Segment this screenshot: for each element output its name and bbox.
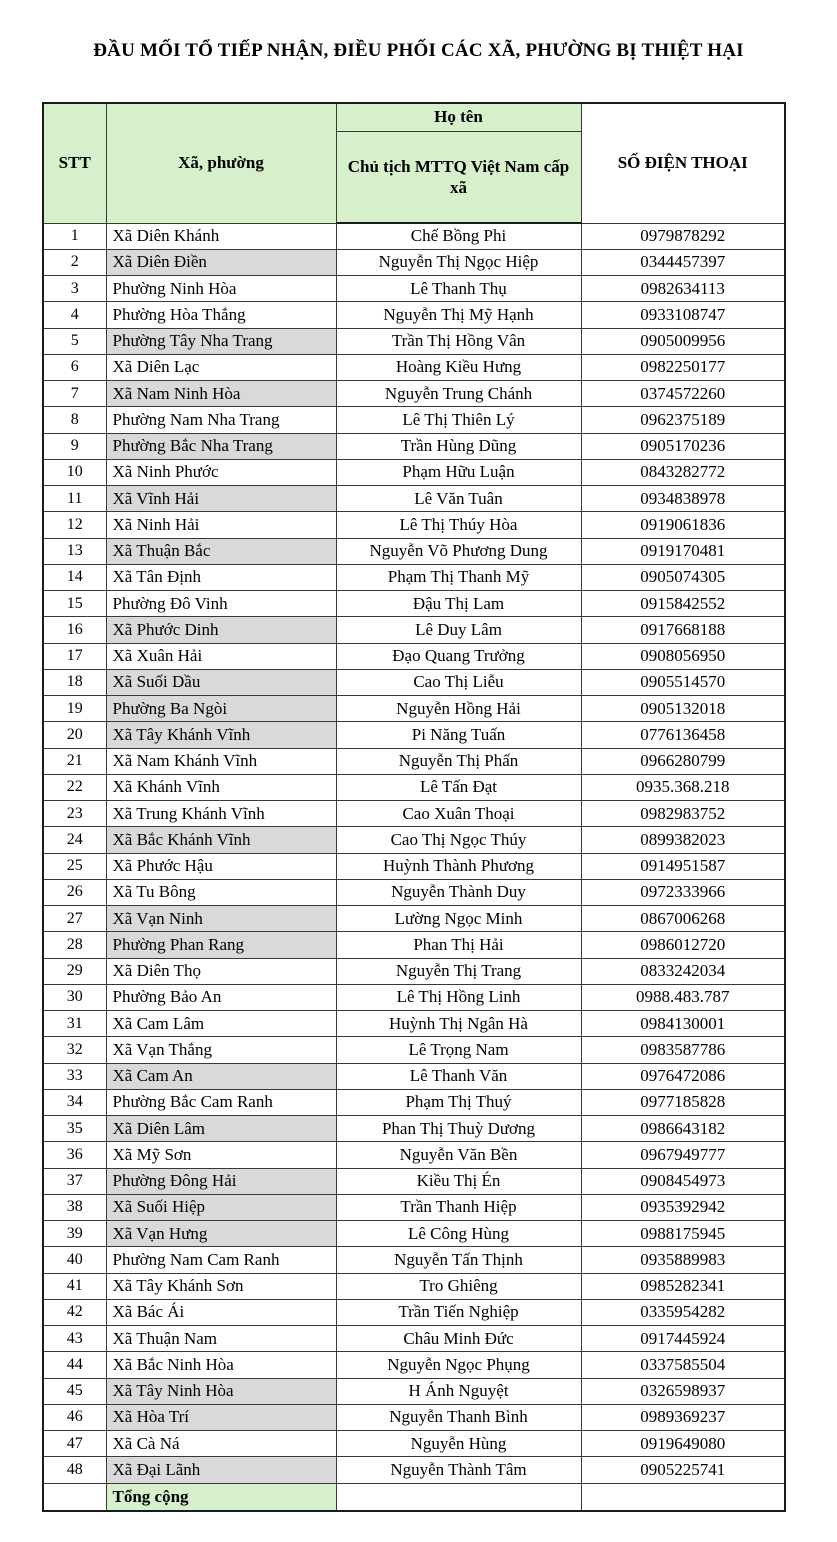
row-phone-cell: 0917445924 (581, 1326, 785, 1352)
row-xa-phuong-cell: Xã Khánh Vĩnh (106, 774, 336, 800)
row-ho-ten-cell: Lê Công Hùng (336, 1221, 581, 1247)
row-xa-phuong-cell: Xã Phước Hậu (106, 853, 336, 879)
row-phone-cell: 0935889983 (581, 1247, 785, 1273)
total-stt-cell (43, 1483, 106, 1511)
row-stt-cell: 20 (43, 722, 106, 748)
row-phone-cell: 0905132018 (581, 696, 785, 722)
table-row (43, 433, 785, 459)
table-row (43, 459, 785, 485)
row-ho-ten-cell: Nguyễn Ngọc Phụng (336, 1352, 581, 1378)
row-ho-ten-cell: Nguyễn Thành Tâm (336, 1457, 581, 1483)
row-stt-cell: 29 (43, 958, 106, 984)
table-row (43, 748, 785, 774)
row-phone-cell: 0986643182 (581, 1116, 785, 1142)
table-row (43, 486, 785, 512)
row-phone-cell: 0984130001 (581, 1011, 785, 1037)
table-row (43, 1299, 785, 1325)
row-stt-cell: 41 (43, 1273, 106, 1299)
row-phone-cell: 0919649080 (581, 1431, 785, 1457)
row-phone-cell: 0867006268 (581, 906, 785, 932)
row-ho-ten-cell: Lường Ngọc Minh (336, 906, 581, 932)
page-title: ĐẦU MỐI TỔ TIẾP NHẬN, ĐIỀU PHỐI CÁC XÃ, PHƯỜNG BỊ THIỆT HẠI (93, 40, 744, 61)
row-ho-ten-cell: Lê Tấn Đạt (336, 774, 581, 800)
row-ho-ten-cell: Lê Trọng Nam (336, 1037, 581, 1063)
row-xa-phuong-cell: Xã Vạn Thắng (106, 1037, 336, 1063)
row-stt-cell: 37 (43, 1168, 106, 1194)
row-ho-ten-cell: Lê Duy Lâm (336, 617, 581, 643)
row-xa-phuong-cell: Phường Bắc Nha Trang (106, 433, 336, 459)
row-xa-phuong-cell: Phường Bắc Cam Ranh (106, 1089, 336, 1115)
row-ho-ten-cell: Nguyễn Trung Chánh (336, 381, 581, 407)
row-phone-cell: 0917668188 (581, 617, 785, 643)
row-phone-cell: 0915842552 (581, 591, 785, 617)
table-row (43, 906, 785, 932)
table-row (43, 1404, 785, 1430)
table-row (43, 801, 785, 827)
row-xa-phuong-cell: Xã Suối Hiệp (106, 1194, 336, 1220)
row-ho-ten-cell: Phạm Hữu Luận (336, 459, 581, 485)
row-ho-ten-cell: Hoàng Kiều Hưng (336, 354, 581, 380)
table-row (43, 407, 785, 433)
row-xa-phuong-cell: Xã Cam An (106, 1063, 336, 1089)
row-ho-ten-cell: Phạm Thị Thanh Mỹ (336, 564, 581, 590)
row-phone-cell: 0962375189 (581, 407, 785, 433)
row-xa-phuong-cell: Xã Thuận Nam (106, 1326, 336, 1352)
row-stt-cell: 5 (43, 328, 106, 354)
table-row (43, 223, 785, 249)
row-phone-cell: 0776136458 (581, 722, 785, 748)
table-row (43, 1352, 785, 1378)
row-phone-cell: 0935.368.218 (581, 774, 785, 800)
row-xa-phuong-cell: Xã Vạn Ninh (106, 906, 336, 932)
row-phone-cell: 0905170236 (581, 433, 785, 459)
row-ho-ten-cell: Cao Thị Ngọc Thúy (336, 827, 581, 853)
row-ho-ten-cell: Phạm Thị Thuý (336, 1089, 581, 1115)
row-xa-phuong-cell: Phường Đông Hải (106, 1168, 336, 1194)
row-ho-ten-cell: Cao Thị Liễu (336, 669, 581, 695)
table-row (43, 1037, 785, 1063)
row-xa-phuong-cell: Phường Hòa Thắng (106, 302, 336, 328)
row-xa-phuong-cell: Xã Hòa Trí (106, 1404, 336, 1430)
table-row (43, 591, 785, 617)
row-phone-cell: 0919170481 (581, 538, 785, 564)
row-xa-phuong-cell: Xã Trung Khánh Vĩnh (106, 801, 336, 827)
table-row (43, 1378, 785, 1404)
table-row (43, 1457, 785, 1483)
row-ho-ten-cell: Trần Hùng Dũng (336, 433, 581, 459)
row-stt-cell: 33 (43, 1063, 106, 1089)
row-ho-ten-cell: Huỳnh Thị Ngân Hà (336, 1011, 581, 1037)
row-phone-cell: 0933108747 (581, 302, 785, 328)
total-name-cell (336, 1483, 581, 1511)
table-row (43, 328, 785, 354)
row-ho-ten-cell: Lê Thị Hồng Linh (336, 984, 581, 1010)
contact-table (42, 102, 786, 1512)
table-row (43, 512, 785, 538)
table-row (43, 617, 785, 643)
table-row (43, 276, 785, 302)
row-xa-phuong-cell: Xã Tây Khánh Vĩnh (106, 722, 336, 748)
row-stt-cell: 6 (43, 354, 106, 380)
row-phone-cell: 0905225741 (581, 1457, 785, 1483)
row-ho-ten-cell: Nguyễn Thị Ngọc Hiệp (336, 249, 581, 275)
row-stt-cell: 31 (43, 1011, 106, 1037)
row-xa-phuong-cell: Xã Tu Bông (106, 879, 336, 905)
row-phone-cell: 0989369237 (581, 1404, 785, 1430)
row-ho-ten-cell: Chế Bồng Phi (336, 223, 581, 249)
row-xa-phuong-cell: Xã Diên Thọ (106, 958, 336, 984)
row-phone-cell: 0335954282 (581, 1299, 785, 1325)
row-phone-cell: 0967949777 (581, 1142, 785, 1168)
row-phone-cell: 0983587786 (581, 1037, 785, 1063)
row-phone-cell: 0986012720 (581, 932, 785, 958)
row-stt-cell: 42 (43, 1299, 106, 1325)
row-stt-cell: 28 (43, 932, 106, 958)
table-row (43, 932, 785, 958)
row-xa-phuong-cell: Phường Nam Nha Trang (106, 407, 336, 433)
row-stt-cell: 12 (43, 512, 106, 538)
row-xa-phuong-cell: Xã Vĩnh Hải (106, 486, 336, 512)
table-row (43, 1142, 785, 1168)
table-row (43, 538, 785, 564)
row-ho-ten-cell: Phan Thị Thuỳ Dương (336, 1116, 581, 1142)
row-ho-ten-cell: Nguyễn Tấn Thịnh (336, 1247, 581, 1273)
row-phone-cell: 0985282341 (581, 1273, 785, 1299)
row-phone-cell: 0905074305 (581, 564, 785, 590)
row-ho-ten-cell: Lê Thanh Văn (336, 1063, 581, 1089)
row-xa-phuong-cell: Xã Nam Khánh Vĩnh (106, 748, 336, 774)
table-row (43, 249, 785, 275)
table-row (43, 1063, 785, 1089)
total-phone-cell (581, 1483, 785, 1511)
total-label: Tổng cộng (106, 1483, 336, 1511)
row-stt-cell: 27 (43, 906, 106, 932)
row-stt-cell: 23 (43, 801, 106, 827)
row-stt-cell: 18 (43, 669, 106, 695)
total-row (43, 1483, 785, 1511)
row-ho-ten-cell: Nguyễn Thị Phấn (336, 748, 581, 774)
row-ho-ten-cell: Lê Thị Thúy Hòa (336, 512, 581, 538)
table-row (43, 1247, 785, 1273)
row-xa-phuong-cell: Xã Diên Điền (106, 249, 336, 275)
row-phone-cell: 0934838978 (581, 486, 785, 512)
row-xa-phuong-cell: Xã Cà Ná (106, 1431, 336, 1457)
row-stt-cell: 39 (43, 1221, 106, 1247)
table-row (43, 302, 785, 328)
row-ho-ten-cell: Lê Thị Thiên Lý (336, 407, 581, 433)
row-stt-cell: 17 (43, 643, 106, 669)
row-xa-phuong-cell: Xã Xuân Hải (106, 643, 336, 669)
row-stt-cell: 10 (43, 459, 106, 485)
row-ho-ten-cell: Huỳnh Thành Phương (336, 853, 581, 879)
row-xa-phuong-cell: Xã Cam Lâm (106, 1011, 336, 1037)
row-xa-phuong-cell: Xã Diên Khánh (106, 223, 336, 249)
table-row (43, 774, 785, 800)
row-xa-phuong-cell: Xã Mỹ Sơn (106, 1142, 336, 1168)
row-ho-ten-cell: Nguyễn Văn Bền (336, 1142, 581, 1168)
row-ho-ten-cell: Nguyễn Thị Mỹ Hạnh (336, 302, 581, 328)
row-xa-phuong-cell: Xã Ninh Hải (106, 512, 336, 538)
row-xa-phuong-cell: Phường Tây Nha Trang (106, 328, 336, 354)
row-phone-cell: 0374572260 (581, 381, 785, 407)
table-row (43, 958, 785, 984)
table-body (43, 223, 785, 1483)
col-header-xa-phuong: Xã, phường (106, 103, 336, 223)
row-ho-ten-cell: Phan Thị Hải (336, 932, 581, 958)
row-ho-ten-cell: Tro Ghiêng (336, 1273, 581, 1299)
row-xa-phuong-cell: Phường Phan Rang (106, 932, 336, 958)
row-xa-phuong-cell: Xã Phước Dinh (106, 617, 336, 643)
row-ho-ten-cell: Trần Thị Hồng Vân (336, 328, 581, 354)
row-xa-phuong-cell: Xã Bắc Ninh Hòa (106, 1352, 336, 1378)
row-xa-phuong-cell: Xã Diên Lâm (106, 1116, 336, 1142)
row-ho-ten-cell: Trần Tiến Nghiệp (336, 1299, 581, 1325)
col-header-so-dien-thoai: SỐ ĐIỆN THOẠI (581, 103, 785, 223)
table-row (43, 984, 785, 1010)
row-ho-ten-cell: Nguyễn Võ Phương Dung (336, 538, 581, 564)
row-stt-cell: 22 (43, 774, 106, 800)
table-row (43, 722, 785, 748)
row-phone-cell: 0979878292 (581, 223, 785, 249)
row-stt-cell: 16 (43, 617, 106, 643)
row-phone-cell: 0899382023 (581, 827, 785, 853)
table-row (43, 643, 785, 669)
row-xa-phuong-cell: Xã Diên Lạc (106, 354, 336, 380)
row-xa-phuong-cell: Xã Tây Khánh Sơn (106, 1273, 336, 1299)
row-xa-phuong-cell: Xã Tây Ninh Hòa (106, 1378, 336, 1404)
table-footer (43, 1483, 785, 1511)
row-stt-cell: 1 (43, 223, 106, 249)
row-stt-cell: 14 (43, 564, 106, 590)
row-phone-cell: 0833242034 (581, 958, 785, 984)
row-ho-ten-cell: Pi Năng Tuấn (336, 722, 581, 748)
row-xa-phuong-cell: Xã Bắc Khánh Vĩnh (106, 827, 336, 853)
row-stt-cell: 19 (43, 696, 106, 722)
table-row (43, 1273, 785, 1299)
row-stt-cell: 46 (43, 1404, 106, 1430)
table-row (43, 669, 785, 695)
row-stt-cell: 21 (43, 748, 106, 774)
row-xa-phuong-cell: Xã Vạn Hưng (106, 1221, 336, 1247)
row-stt-cell: 38 (43, 1194, 106, 1220)
row-phone-cell: 0976472086 (581, 1063, 785, 1089)
row-phone-cell: 0919061836 (581, 512, 785, 538)
row-phone-cell: 0914951587 (581, 853, 785, 879)
row-phone-cell: 0326598937 (581, 1378, 785, 1404)
row-ho-ten-cell: Nguyễn Hồng Hải (336, 696, 581, 722)
row-phone-cell: 0982983752 (581, 801, 785, 827)
row-xa-phuong-cell: Xã Đại Lãnh (106, 1457, 336, 1483)
table-row (43, 1011, 785, 1037)
row-ho-ten-cell: H Ánh Nguyệt (336, 1378, 581, 1404)
row-xa-phuong-cell: Xã Bác Ái (106, 1299, 336, 1325)
row-stt-cell: 47 (43, 1431, 106, 1457)
row-stt-cell: 45 (43, 1378, 106, 1404)
row-xa-phuong-cell: Phường Ninh Hòa (106, 276, 336, 302)
table-row (43, 1168, 785, 1194)
row-phone-cell: 0905514570 (581, 669, 785, 695)
table-row (43, 1221, 785, 1247)
row-stt-cell: 9 (43, 433, 106, 459)
table-row (43, 1116, 785, 1142)
col-header-chu-tich: Chủ tịch MTTQ Việt Nam cấp xã (336, 131, 581, 223)
row-ho-ten-cell: Lê Thanh Thụ (336, 276, 581, 302)
row-xa-phuong-cell: Phường Đô Vinh (106, 591, 336, 617)
row-stt-cell: 44 (43, 1352, 106, 1378)
row-xa-phuong-cell: Phường Nam Cam Ranh (106, 1247, 336, 1273)
row-stt-cell: 32 (43, 1037, 106, 1063)
row-stt-cell: 15 (43, 591, 106, 617)
row-ho-ten-cell: Lê Văn Tuân (336, 486, 581, 512)
row-ho-ten-cell: Trần Thanh Hiệp (336, 1194, 581, 1220)
row-ho-ten-cell: Châu Minh Đức (336, 1326, 581, 1352)
row-phone-cell: 0908454973 (581, 1168, 785, 1194)
row-phone-cell: 0935392942 (581, 1194, 785, 1220)
row-phone-cell: 0344457397 (581, 249, 785, 275)
table-row (43, 354, 785, 380)
row-phone-cell: 0982634113 (581, 276, 785, 302)
row-stt-cell: 48 (43, 1457, 106, 1483)
row-phone-cell: 0966280799 (581, 748, 785, 774)
row-stt-cell: 7 (43, 381, 106, 407)
row-phone-cell: 0908056950 (581, 643, 785, 669)
table-row (43, 1089, 785, 1115)
row-ho-ten-cell: Nguyễn Thành Duy (336, 879, 581, 905)
table-row (43, 696, 785, 722)
row-xa-phuong-cell: Xã Thuận Bắc (106, 538, 336, 564)
row-xa-phuong-cell: Xã Tân Định (106, 564, 336, 590)
row-ho-ten-cell: Nguyễn Thanh Bình (336, 1404, 581, 1430)
row-phone-cell: 0977185828 (581, 1089, 785, 1115)
row-xa-phuong-cell: Xã Ninh Phước (106, 459, 336, 485)
row-stt-cell: 3 (43, 276, 106, 302)
row-stt-cell: 30 (43, 984, 106, 1010)
row-stt-cell: 34 (43, 1089, 106, 1115)
row-phone-cell: 0843282772 (581, 459, 785, 485)
table-row (43, 564, 785, 590)
row-stt-cell: 4 (43, 302, 106, 328)
row-ho-ten-cell: Kiều Thị Én (336, 1168, 581, 1194)
row-xa-phuong-cell: Phường Bảo An (106, 984, 336, 1010)
row-ho-ten-cell: Đậu Thị Lam (336, 591, 581, 617)
col-header-stt: STT (43, 103, 106, 223)
row-ho-ten-cell: Đạo Quang Trưởng (336, 643, 581, 669)
row-phone-cell: 0988175945 (581, 1221, 785, 1247)
row-stt-cell: 25 (43, 853, 106, 879)
row-phone-cell: 0905009956 (581, 328, 785, 354)
row-stt-cell: 40 (43, 1247, 106, 1273)
table-row (43, 1431, 785, 1457)
col-header-ho-ten: Họ tên (336, 103, 581, 131)
row-stt-cell: 35 (43, 1116, 106, 1142)
row-xa-phuong-cell: Phường Ba Ngòi (106, 696, 336, 722)
row-stt-cell: 26 (43, 879, 106, 905)
table-header (43, 103, 785, 223)
row-xa-phuong-cell: Xã Suối Dầu (106, 669, 336, 695)
row-stt-cell: 24 (43, 827, 106, 853)
row-phone-cell: 0988.483.787 (581, 984, 785, 1010)
row-ho-ten-cell: Cao Xuân Thoại (336, 801, 581, 827)
table-row (43, 827, 785, 853)
table-row (43, 879, 785, 905)
row-ho-ten-cell: Nguyễn Hùng (336, 1431, 581, 1457)
row-stt-cell: 11 (43, 486, 106, 512)
row-ho-ten-cell: Nguyễn Thị Trang (336, 958, 581, 984)
row-stt-cell: 2 (43, 249, 106, 275)
row-stt-cell: 13 (43, 538, 106, 564)
table-row (43, 853, 785, 879)
table-row (43, 1326, 785, 1352)
row-stt-cell: 43 (43, 1326, 106, 1352)
row-xa-phuong-cell: Xã Nam Ninh Hòa (106, 381, 336, 407)
row-phone-cell: 0982250177 (581, 354, 785, 380)
table-row (43, 381, 785, 407)
row-stt-cell: 8 (43, 407, 106, 433)
row-stt-cell: 36 (43, 1142, 106, 1168)
table-row (43, 1194, 785, 1220)
row-phone-cell: 0337585504 (581, 1352, 785, 1378)
row-phone-cell: 0972333966 (581, 879, 785, 905)
